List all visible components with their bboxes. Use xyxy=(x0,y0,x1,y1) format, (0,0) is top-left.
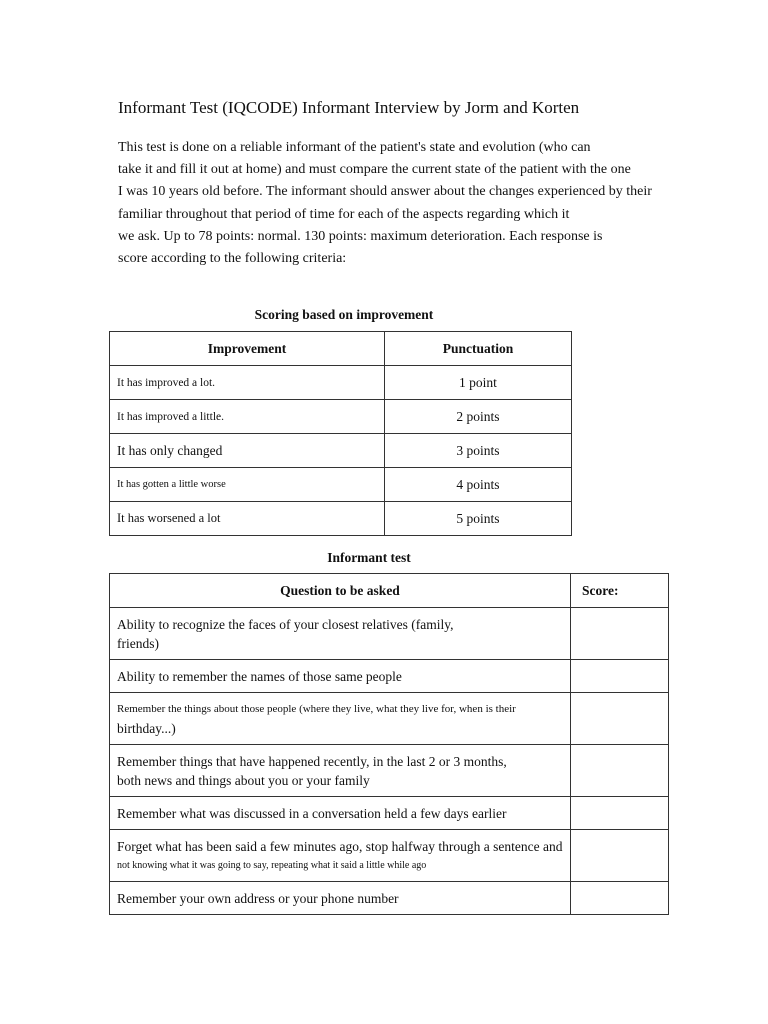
table-row xyxy=(110,366,572,400)
points-cell: 2 points xyxy=(385,400,572,434)
table-row xyxy=(110,400,572,434)
improvement-cell: It has improved a lot. xyxy=(110,366,385,400)
informant-test-table xyxy=(109,573,669,915)
table-row xyxy=(110,797,669,830)
question-cell xyxy=(110,608,571,660)
column-header-improvement: Improvement xyxy=(110,332,385,366)
improvement-cell: It has only changed xyxy=(110,434,385,468)
score-cell[interactable] xyxy=(571,608,669,660)
table-header-row xyxy=(110,332,572,366)
question-cell xyxy=(110,882,571,915)
question-cell xyxy=(110,797,571,830)
table-header-row xyxy=(110,574,669,608)
points-cell: 5 points xyxy=(385,502,572,536)
table-row xyxy=(110,608,669,660)
intro-line: score according to the following criteria: xyxy=(118,250,347,266)
table-row xyxy=(110,745,669,797)
intro-paragraph xyxy=(118,137,652,270)
question-text: friends) xyxy=(117,635,159,651)
table-row xyxy=(110,502,572,536)
question-cell xyxy=(110,693,571,745)
column-header-punctuation: Punctuation xyxy=(385,332,572,366)
improvement-cell: It has worsened a lot xyxy=(110,502,385,536)
question-text: Ability to recognize the faces of your closest relatives (family, xyxy=(117,616,454,632)
informant-table-caption: Informant test xyxy=(327,550,411,565)
table-row xyxy=(110,882,669,915)
scoring-table xyxy=(109,331,572,536)
score-cell[interactable] xyxy=(571,830,669,882)
points-cell: 3 points xyxy=(385,434,572,468)
scoring-table-caption: Scoring based on improvement xyxy=(254,307,434,322)
table-row xyxy=(110,830,669,882)
intro-line: we ask. Up to 78 points: normal. 130 points: maximum deterioration. Each response is xyxy=(118,228,603,244)
table-row xyxy=(110,660,669,693)
question-text: both news and things about you or your family xyxy=(117,772,370,788)
table-row xyxy=(110,468,572,502)
question-cell xyxy=(110,660,571,693)
question-text: Forget what has been said a few minutes ago, stop halfway through a sentence and xyxy=(117,838,563,854)
column-header-score: Score: xyxy=(571,574,669,608)
points-cell: 4 points xyxy=(385,468,572,502)
question-text: Remember your own address or your phone number xyxy=(117,890,399,906)
document-title: Informant Test (IQCODE) Informant Interview by Jorm and Korten xyxy=(118,98,580,117)
question-cell xyxy=(110,745,571,797)
question-text: not knowing what it was going to say, repeating what it said a little while ago xyxy=(117,859,427,871)
question-text: Remember the things about those people (where they live, what they live for, when is their xyxy=(117,702,516,715)
score-cell[interactable] xyxy=(571,882,669,915)
score-cell[interactable] xyxy=(571,693,669,745)
question-text: Remember what was discussed in a conversation held a few days earlier xyxy=(117,805,507,821)
intro-line: This test is done on a reliable informant of the patient's state and evolution (who can xyxy=(118,140,591,155)
table-row xyxy=(110,693,669,745)
column-header-question: Question to be asked xyxy=(110,574,571,608)
question-text: birthday...) xyxy=(117,720,176,736)
intro-line: I was 10 years old before. The informant should answer about the changes experienced by their xyxy=(118,184,652,200)
question-text: Remember things that have happened recently, in the last 2 or 3 months, xyxy=(117,753,507,769)
score-cell[interactable] xyxy=(571,797,669,830)
improvement-cell: It has gotten a little worse xyxy=(110,468,385,502)
intro-line: take it and fill it out at home) and must compare the current state of the patient with the one xyxy=(118,162,631,178)
question-text: Ability to remember the names of those same people xyxy=(117,668,402,684)
score-cell[interactable] xyxy=(571,660,669,693)
question-cell xyxy=(110,830,571,882)
intro-line: familiar throughout that period of time for each of the aspects regarding which it xyxy=(118,206,570,222)
score-cell[interactable] xyxy=(571,745,669,797)
improvement-cell: It has improved a little. xyxy=(110,400,385,434)
points-cell: 1 point xyxy=(385,366,572,400)
table-row xyxy=(110,434,572,468)
